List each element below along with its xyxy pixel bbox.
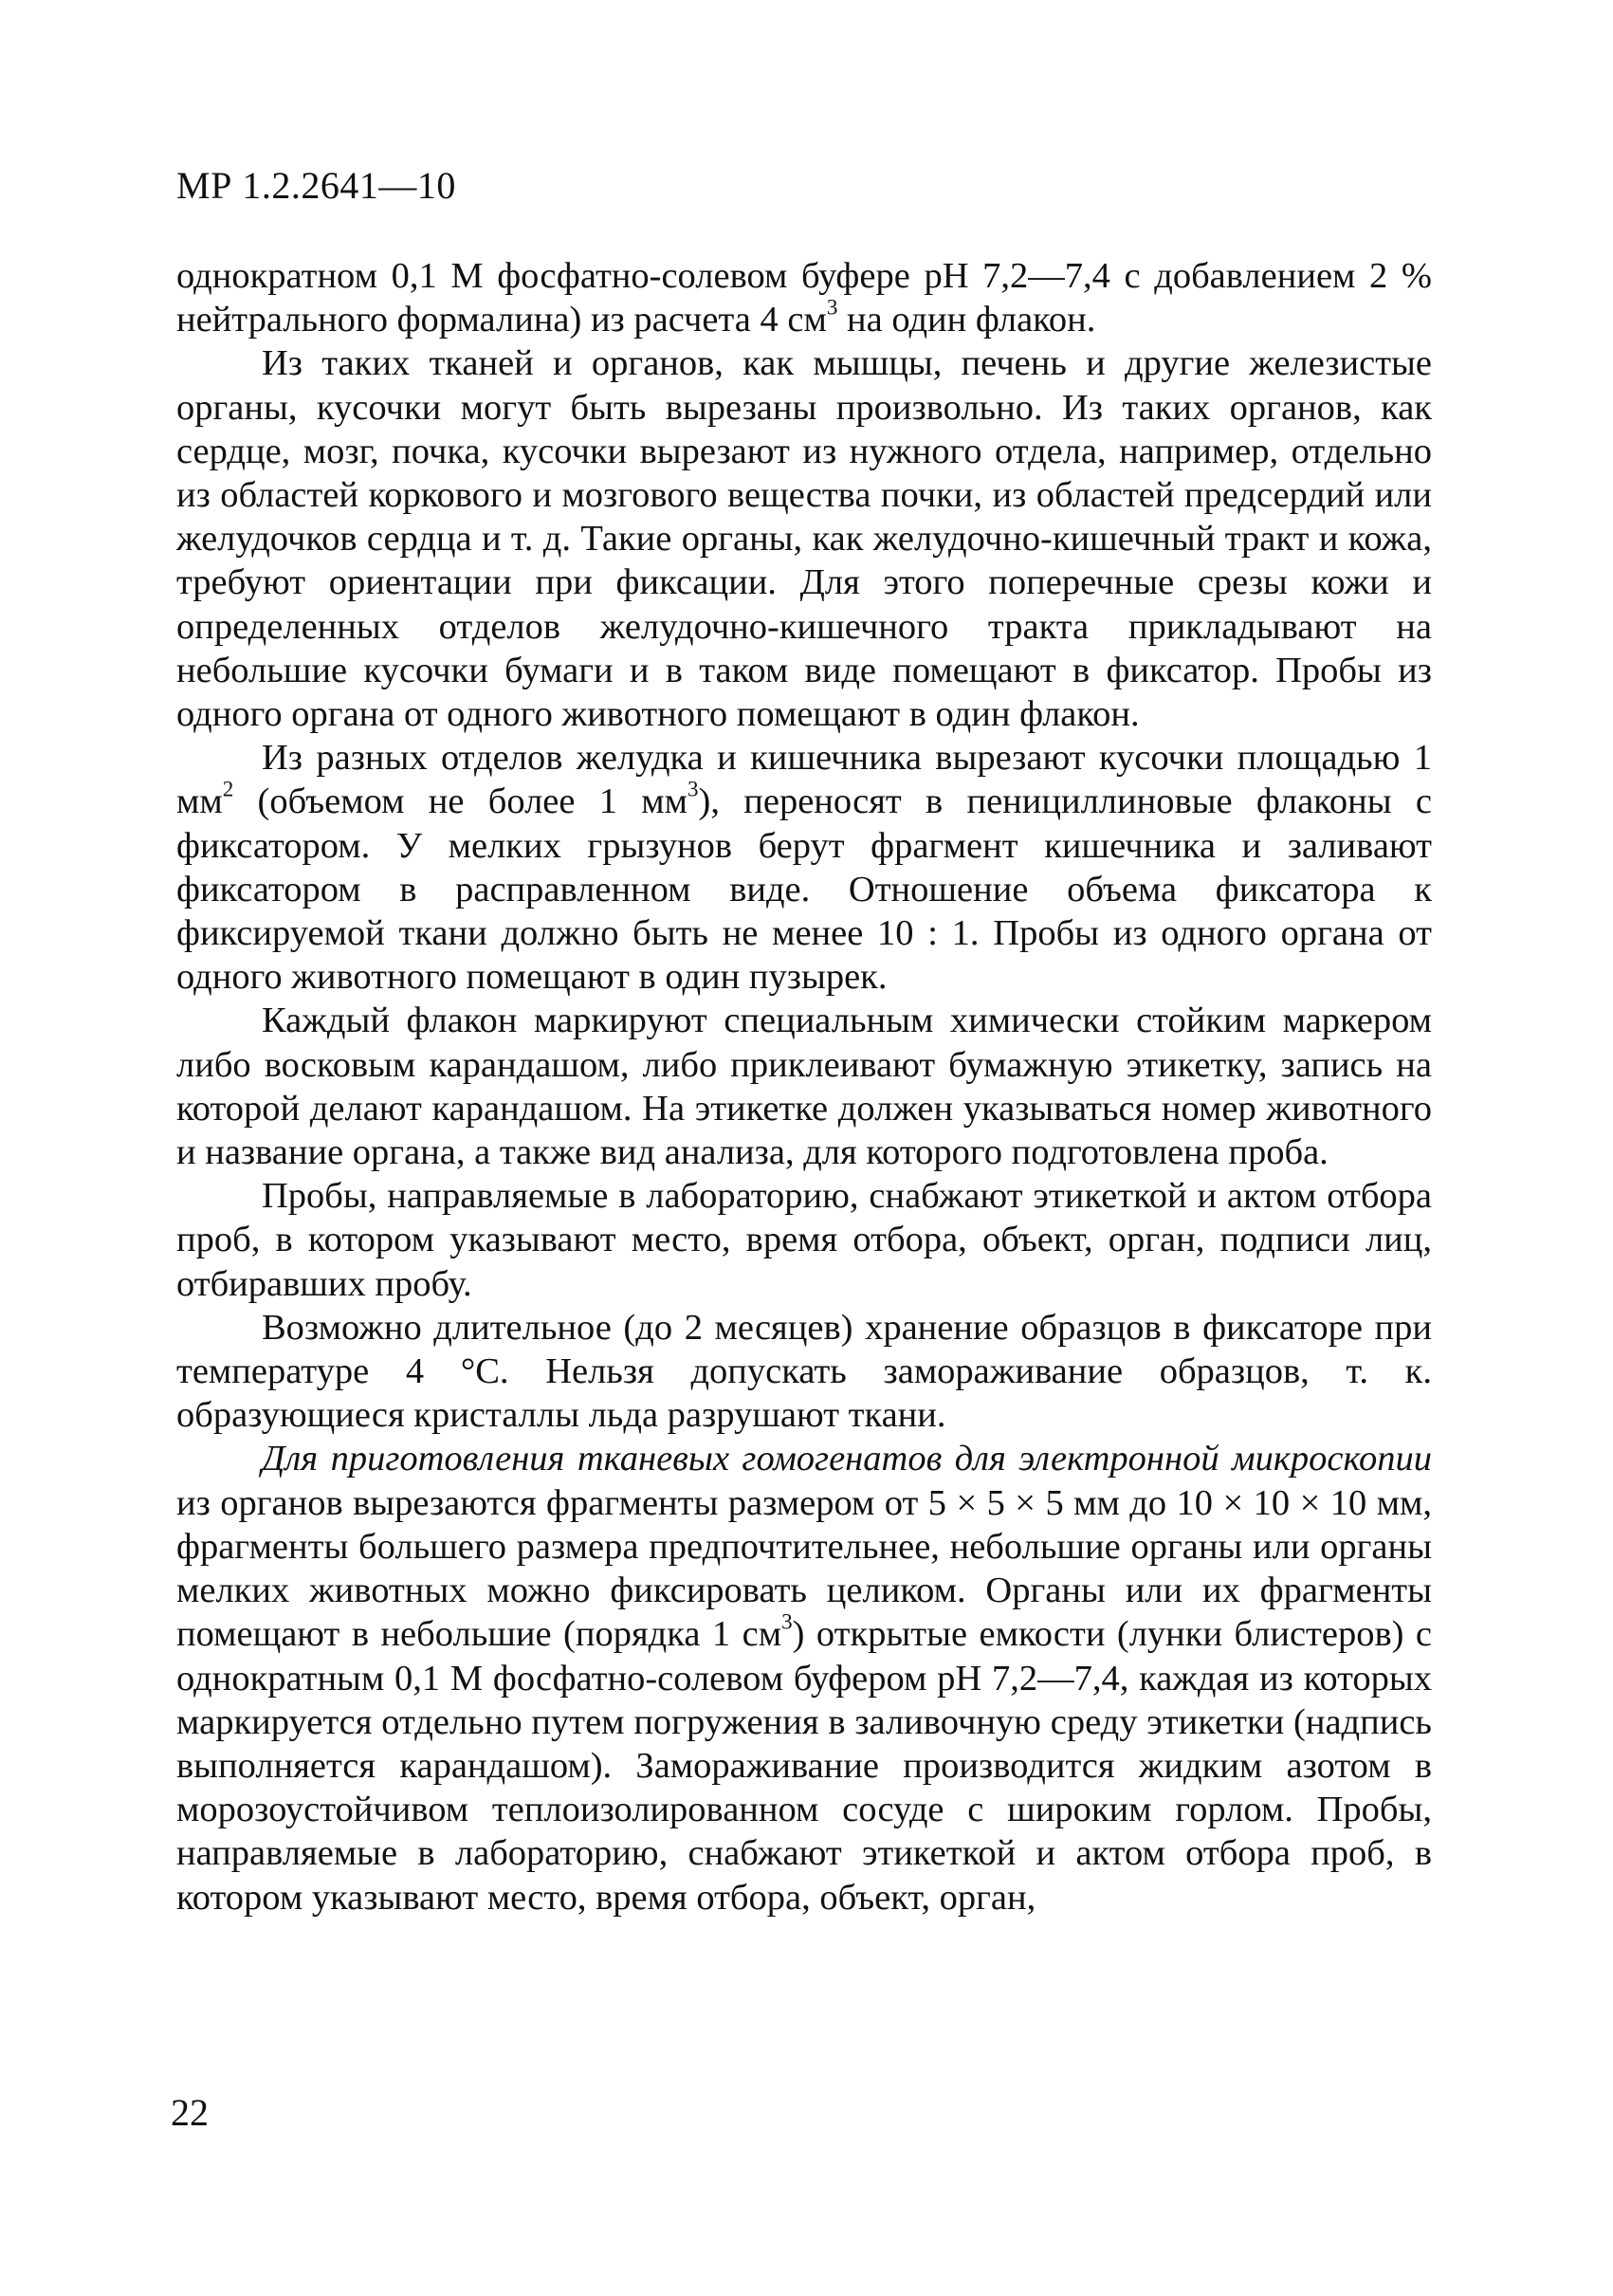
- body-text: [176, 254, 1432, 1919]
- paragraph: [176, 341, 1432, 736]
- superscript: 2: [222, 777, 234, 802]
- superscript: 3: [781, 1608, 793, 1634]
- text-run: Возможно длительное (до 2 месяцев) хранение образцов в фиксаторе при температуре 4 °С. Нельзя допускать замораживание образцов, т. к. образующиеся кристаллы льда разрушают ткани.: [176, 1307, 1432, 1436]
- superscript: 3: [687, 777, 699, 802]
- paragraph: [176, 1306, 1432, 1438]
- document-code: МР 1.2.2641—10: [176, 164, 456, 207]
- text-run: ) открытые емкости (лунки блистеров) с однократным 0,1 М фосфатно-солевом буфером pH 7,2—7,4, каждая из которых маркируется отдельно путем погружения в заливочную среду этикетки (надпись выполняется карандашом). Замораживание производится жидким азотом в морозоустойчивом теплоизолированном сосуде с широким горлом. Пробы, направляемые в лабораторию, снабжают этикеткой и актом отбора проб, в котором указывают место, время отбора, объект, орган,: [176, 1614, 1432, 1918]
- text-run: ), переносят в пенициллиновые флаконы с фиксатором. У мелких грызунов берут фрагмент кишечника и заливают фиксатором в расправленном виде. Отношение объема фиксатора к фиксируемой ткани должно быть не менее 10 : 1. Пробы из одного органа от одного животного помещают в один пузырек.: [176, 781, 1432, 998]
- page-number: 22: [171, 2091, 209, 2134]
- superscript: 3: [826, 294, 838, 320]
- text-run: Пробы, направляемые в лабораторию, снабжают этикеткой и актом отбора проб, в котором указывают место, время отбора, объект, орган, подписи лиц, отбиравших пробу.: [176, 1176, 1432, 1304]
- text-run: Каждый флакон маркируют специальным химически стойким маркером либо восковым карандашом, либо приклеивают бумажную этикетку, запись на которой делают карандашом. На этикетке должен указываться номер животного и название органа, а также вид анализа, для которого подготовлена проба.: [176, 1001, 1432, 1173]
- text-run: Из разных отделов желудка и кишечника вырезают кусочки площадью 1 мм: [176, 738, 1432, 822]
- paragraph: [176, 1437, 1432, 1919]
- paragraph: [176, 254, 1432, 341]
- text-run: Из таких тканей и органов, как мышцы, печень и другие железистые органы, кусочки могут быть вырезаны произвольно. Из таких органов, как сердце, мозг, почка, кусочки вырезают из нужного отдела, например, отдельно из областей коркового и мозгового вещества почки, из областей предсердий или желудочков сердца и т. д. Такие органы, как желудочно-кишечный тракт и кожа, требуют ориентации при фиксации. Для этого поперечные срезы кожи и определенных отделов желудочно-кишечного тракта прикладывают на небольшие кусочки бумаги и в таком виде помещают в фиксатор. Пробы из одного органа от одного животного помещают в один флакон.: [176, 343, 1432, 735]
- paragraph: [176, 736, 1432, 999]
- paragraph: [176, 1174, 1432, 1306]
- paragraph: [176, 999, 1432, 1174]
- text-run: из органов вырезаются фрагменты размером от 5 × 5 × 5 мм до 10 × 10 × 10 мм, фрагменты большего размера предпочтительнее, небольшие органы или органы мелких животных можно фиксировать целиком. Органы или их фрагменты помещают в небольшие (порядка 1 см: [176, 1482, 1432, 1655]
- italic-text: Для приготовления тканевых гомогенатов для электронной микроскопии: [262, 1439, 1432, 1479]
- text-run: на один флакон.: [837, 300, 1096, 340]
- text-run: (объемом не более 1 мм: [233, 781, 687, 822]
- text-run: однократном 0,1 М фосфатно-солевом буфере pH 7,2—7,4 с добавлением 2 % нейтрального формалина) из расчета 4 см: [176, 256, 1432, 340]
